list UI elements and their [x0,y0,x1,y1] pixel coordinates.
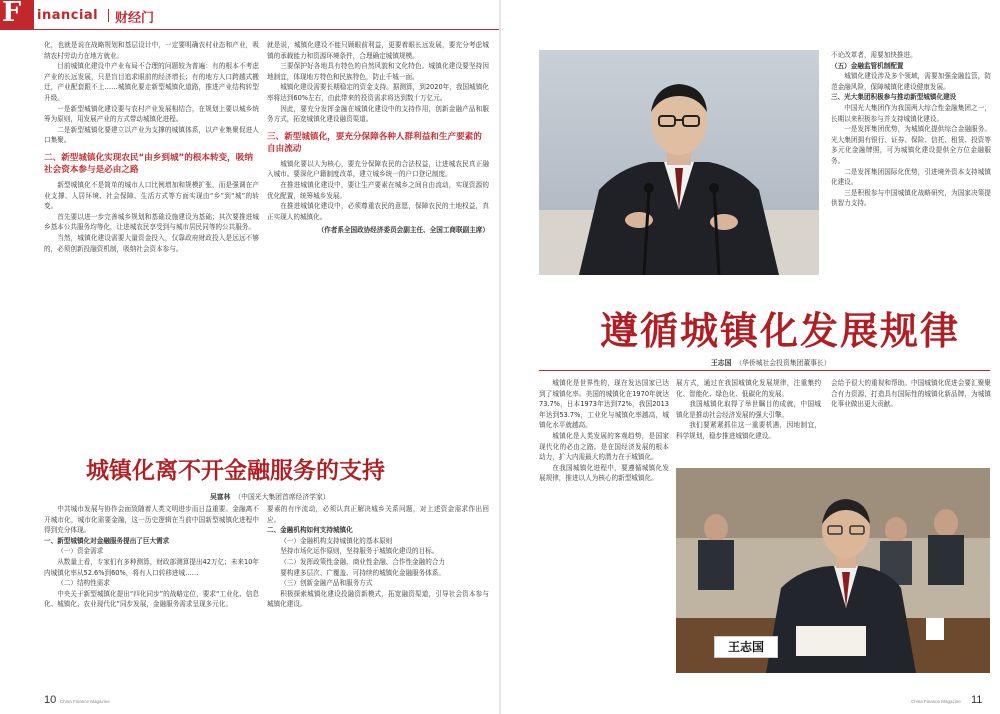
body-paragraph: 坚持市场化运作原则，坚持服务于城镇化建设的目标。 [280,547,439,556]
body-paragraph: 城镇化要以人为核心，要充分保障农民的合法权益，让进城农民真正融入城市。要深化户籍制度改革，建立城乡统一的户口登记制度。 [267,159,489,179]
header-rule [0,29,499,30]
body-paragraph: 要构建多层次、广覆盖、可持续的城镇化金融服务体系。 [280,568,446,577]
body-paragraph: （一）金融机构支持城镇化的基本原则 [280,536,393,545]
body-paragraph: 化，也就是说在战略规划和基层设计中，一定要明确农村业态和产业，吸纳农村劳动力在地方就业。 [44,41,259,60]
body-paragraph: 三要保护好各地具有特色的自然风貌和文化特色。城镇化建设要坚持因地制宜，体现地方特色和民族特色，防止千城一面。 [267,62,489,81]
speaker-photo [539,50,819,275]
footer-mark: China Finance Magazine [60,699,110,704]
body-paragraph: （一）资金需求 [57,547,104,556]
body-paragraph: 首先要以进一步完善城乡规划和基础设施建设为基础；其次要推进城乡基本公共服务均等化，让进城农民享受到与城市居民同等的公共服务。 [44,212,259,232]
section-name-cn: 财经门 [115,11,155,26]
body-paragraph: 一是新型城镇化建设要与农村产业发展相结合，在规划上要以城乡统筹为原则，用发展产业的方式带动城镇化进程。 [44,104,259,124]
header-separator [108,9,109,22]
nameplate: 王志国 [714,636,778,658]
body-paragraph: （二）结构性需求 [57,579,110,588]
body-paragraph: 目前城镇化建设中产业布局不合理的问题较为普遍：有的根本不考虑产业的长远发展，只是盲目追求眼前的经济增长；有的地方人口跨越式搬迁，产业配套跟不上……城镇化要走新型城镇化道路，推进产业结构转型升级。 [44,62,259,102]
body-paragraph: 展方式，通过在我国城镇化发展规律，注重集约化、智能化、绿色化、低碳化的发展。 [676,379,821,398]
right-column-text [831,50,991,280]
section-heading: 二、新型城镇化实现农民“由乡到城”的根本转变，吸纳社会资本参与是必由之路 [44,152,253,175]
body-paragraph: 城镇化是人类发展的客观趋势，是国家现代化的必由之路。是在国经济发展的根本动力，扩大内需最大的潜力在于城镇化。 [539,431,669,462]
article2-column-1 [44,504,259,684]
author-note: （作者系全国政协经济委员会副主任、全国工商联副主席） [317,226,489,235]
subheading: （五）金融监管机制配置 [831,61,904,70]
author-name: 王志国 [711,359,732,367]
author-role: （华侨城社会投资集团董事长） [735,359,831,367]
body-paragraph: 城镇化建设需要长期稳定的资金支持。据测算，到2020年，我国城镇化率将达到60%左右，由此带来的投资需求将达到数十万亿元。 [267,83,489,102]
body-paragraph: 二是发挥集团国际化优势，引进境外资本支持城镇化建设。 [831,167,991,187]
body-paragraph: 不论改革者，需要加快推进。 [831,51,917,59]
body-paragraph: 一是发挥集团优势，为城镇化提供综合金融服务。光大集团拥有银行、证券、保险、信托、租赁、投资等多元化金融牌照，可为城镇化建设提供全方位金融服务。 [831,125,991,165]
body-paragraph: 三是积极参与中国城镇化战略研究，为国家决策提供智力支持。 [831,188,991,208]
page-number: 11 [971,694,983,706]
body-paragraph: 积极探索城镇化建设投融资新模式，拓宽融资渠道，引导社会资本参与城镇化建设。 [267,589,489,609]
meeting-photo [676,468,990,673]
body-paragraph: 中央关于新型城镇化提出“四化同步”的战略定位，要求“工业化、信息化、城镇化、农业现代化”同步发展，金融服务需求呈现多元化。 [44,589,259,609]
article2-column-2 [267,504,489,684]
section-logo-letter: F [2,0,22,28]
section-name-en: inancial [37,8,99,23]
speaker-photo-illustration [539,50,819,275]
article-column-2 [676,378,821,463]
page-number: 10 [44,694,57,706]
body-paragraph: 就是说，城镇化建设不能只顾眼前利益，更要着眼长远发展，要充分考虑城镇的承载能力和资源环境条件，合理确定城镇规模。 [267,41,489,60]
body-paragraph: （二）发挥政策性金融、商业性金融、合作性金融的合力 [280,557,446,566]
footer-mark: China Finance Magazine [911,699,961,704]
right-page [501,0,1000,714]
section-header [0,0,499,30]
section-logo-block [0,0,34,30]
article-column-3 [831,378,991,463]
body-paragraph: 城镇化建设涉及多个领域，需要加强金融监管，防范金融风险，保障城镇化建设健康发展。 [831,72,991,91]
body-paragraph: 因此，要充分发挥金融在城镇化建设中的支持作用，创新金融产品和服务方式，拓宽城镇化建设融资渠道。 [267,104,489,124]
body-paragraph: 当然，城镇化建设需要大量资金投入，仅靠政府财政投入是远远不够的，必须创新投融资机制，吸纳社会资本参与。 [44,233,259,253]
body-paragraph: 从数量上看，专家们有多种测算，财政部测算提出42万亿；未来10年内城镇化率从52.6%到60%，将有人口转移进城…… [44,557,259,577]
body-paragraph: 二是新型城镇化要建立以产业为支撑的城镇体系，以产业集聚促进人口集聚。 [44,125,259,145]
body-paragraph: 中共城市发展与协作会面致随着人类文明进步而日益重要。金融离不开城市化，城市化需要金融，这一历史逻辑在当前中国新型城镇化进程中得到充分体现。 [44,505,259,535]
article1-column-2 [267,40,489,455]
article-title: 遵循城镇化发展规律 [600,308,961,353]
body-paragraph: 在推进城镇化建设中，要让生产要素在城乡之间自由流动，实现资源的优化配置，统筹城乡发展。 [267,180,489,200]
article-byline [711,357,831,367]
subheading: 一、新型城镇化对金融服务提出了巨大需求 [44,536,170,545]
article-column-1 [539,378,669,683]
left-page [0,0,499,714]
body-paragraph: 会给予很大的重视和帮助。中国城镇化促进会要汇聚聚合有力资源，打造具有国际性的城镇化新品牌，为城镇化事业做出更大贡献。 [831,379,991,409]
author-role: （中国光大集团首席经济学家） [234,493,330,501]
subheading: 三、光大集团积极参与推动新型城镇化建设 [831,93,957,102]
body-paragraph: 我国城镇化取得了举世瞩目的成就，中国城镇化是推动社会经济发展的强大引擎。 [676,400,821,419]
body-paragraph: 我们要紧紧抓住这一重要机遇，因地制宜，科学规划，稳步推进城镇化建设。 [676,421,821,440]
body-paragraph: 要素的有序流动，必须认真正解决城乡关系问题，对上述资金需求作出回应。 [267,505,489,524]
body-paragraph: 中国光大集团作为我国两大综合性金融集团之一，长期以来积极参与并支持城镇化建设。 [831,103,991,123]
body-paragraph: 新型城镇化不是简单的城市人口比例增加和规模扩张，而是强调在产业支撑、人居环境、社会保障、生活方式等方面实现由“乡”到“城”的转变。 [44,180,259,211]
body-paragraph: 城镇化是世界性的，现在发达国家已达到了城镇化率。美国的城镇化在1970年就达73.7%，日本1973年达到72%，我国2013年达到53.7%，工业化与城镇化率越高，城镇化水平就越高。 [539,379,669,430]
body-paragraph: 在推进城镇化建设中，必须尊重农民的意愿，保障农民的土地权益，真正实现人的城镇化。 [267,202,489,221]
title-rule [539,370,990,371]
body-paragraph: （三）创新金融产品和服务方式 [280,579,373,588]
author-name: 吴富林 [210,493,231,501]
article1-column-1 [44,40,259,455]
article2-byline [210,491,330,501]
article2-title: 城镇化离不开金融服务的支持 [86,457,385,484]
section-heading: 三、新型城镇化，要充分保障各种人群利益和生产要素的自由流动 [267,131,482,154]
body-paragraph: 在我国城镇化进程中，要遵循城镇化发展规律，推进以人为核心的新型城镇化。 [539,463,669,483]
subheading: 二、金融机构如何支持城镇化 [267,526,353,535]
